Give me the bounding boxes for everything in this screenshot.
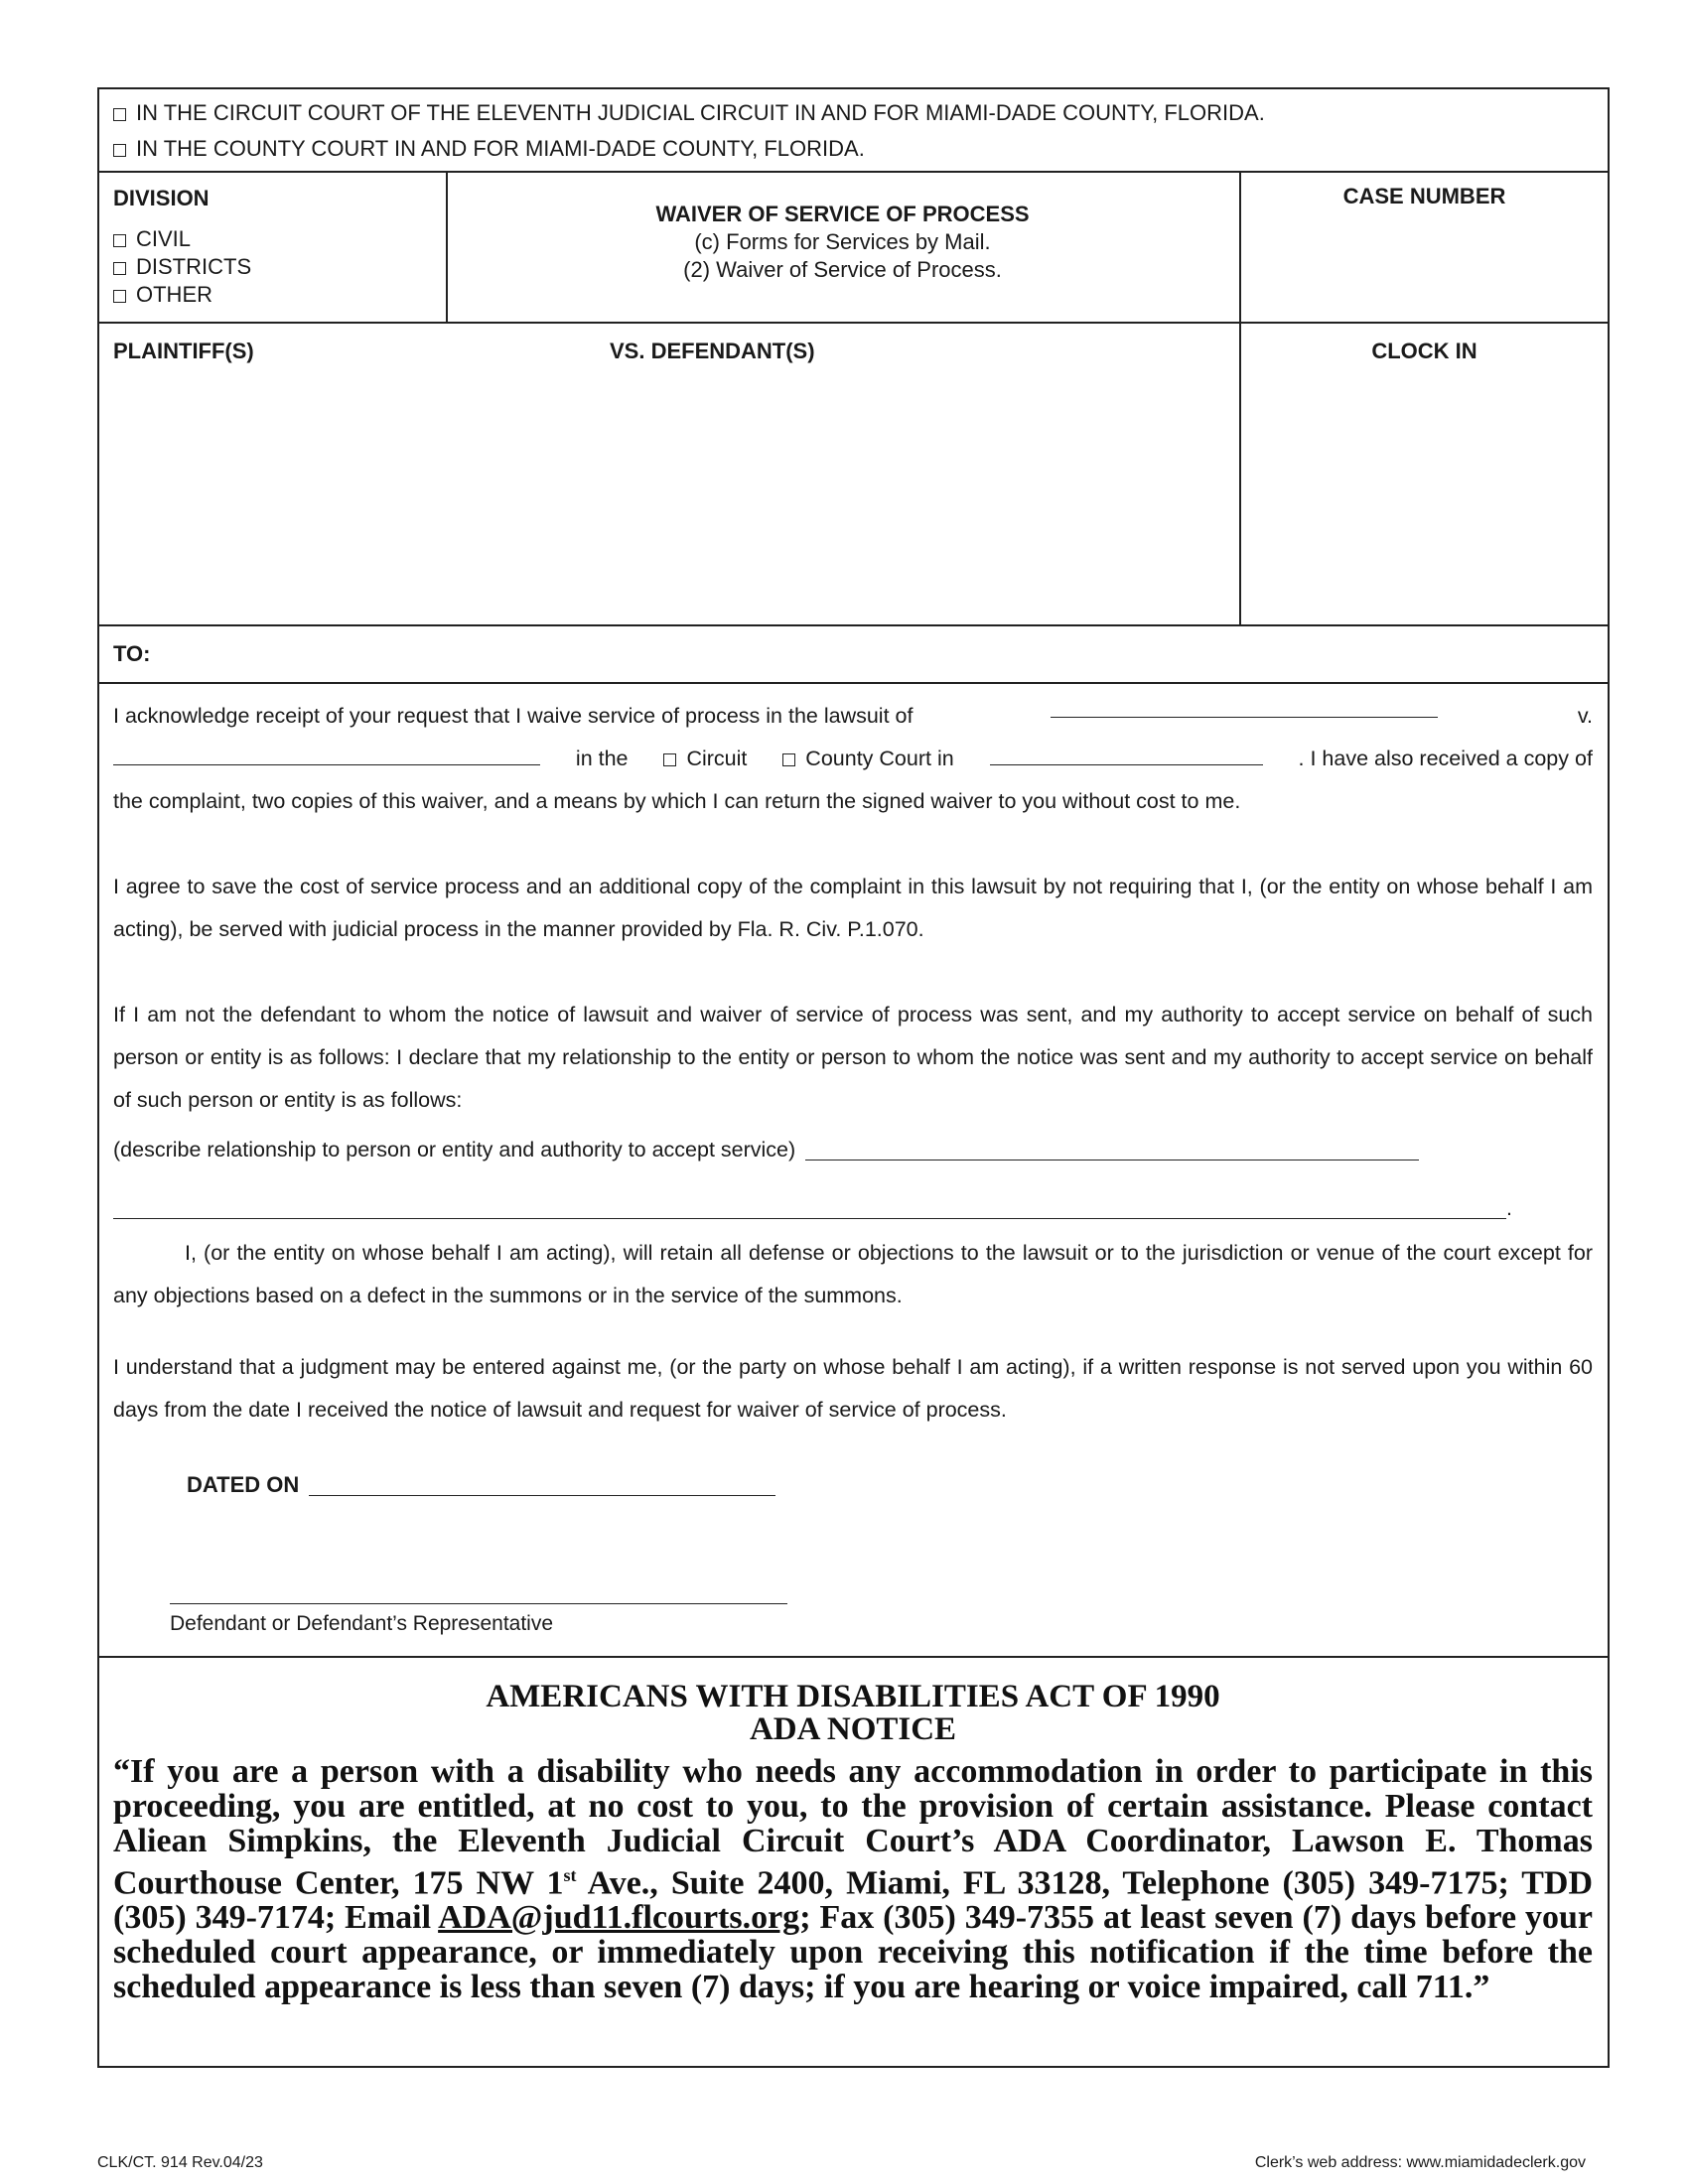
paragraph-authority: If I am not the defendant to whom the notice of lawsuit and waiver of service of process was sent, and my authority to accept service on behalf of such person or entity is as follows: I declare that my relationship to the entity or person to whom the notice was sent and my authority to accept service on behalf of such person or entity is as follows: [113, 1003, 1593, 1112]
checkbox-body-county[interactable] [782, 753, 795, 766]
relationship-blank-2[interactable] [113, 1196, 1506, 1219]
to-label: TO: [113, 641, 151, 666]
p1-circuit-label: Circuit [686, 747, 748, 770]
county-court-label: IN THE COUNTY COURT IN AND FOR MIAMI-DADE COUNTY, FLORIDA. [136, 136, 865, 161]
divider [99, 1656, 1608, 1658]
p1-text-c: the complaint, two copies of this waiver, and a means by which I can return the signed waiver to you without cost to me. [113, 789, 1241, 813]
clock-in-label: CLOCK IN [1371, 339, 1477, 363]
signer-label: Defendant or Defendant’s Representative [170, 1612, 554, 1635]
plaintiff-name-blank[interactable] [1051, 695, 1438, 718]
ada-title-2: ADA NOTICE [749, 1711, 957, 1747]
paragraph-agree: I agree to save the cost of service process and an additional copy of the complaint in this lawsuit by not requiring that I, (or the entity on whose behalf I am acting), be served with judicial process in the manner provided by Fla. R. Civ. P.1.070. [113, 875, 1593, 941]
defendant-name-blank[interactable] [113, 743, 540, 765]
p1-in-the: in the [575, 747, 629, 770]
ada-notice [113, 1681, 1593, 2004]
ada-email-link[interactable]: ADA@jud11.flcourts.org [438, 1899, 800, 1937]
checkbox-civil[interactable] [113, 234, 126, 247]
checkbox-body-circuit[interactable] [663, 753, 676, 766]
divider [99, 682, 1608, 684]
form-title-block [446, 201, 1239, 284]
p1-text-b: . I have also received a copy of [1298, 747, 1593, 770]
division-label: DIVISION [113, 186, 210, 210]
division-option-other[interactable]: OTHER [113, 281, 251, 309]
dated-on-row [187, 1472, 775, 1498]
court-option-county[interactable] [113, 136, 865, 162]
describe-period: . [1506, 1196, 1512, 1220]
signature-line[interactable] [170, 1603, 787, 1604]
clerk-web-address: Clerk’s web address: www.miamidadeclerk.gov [1254, 2154, 1586, 2171]
date-blank[interactable] [309, 1473, 775, 1496]
checkbox-county-court[interactable] [113, 144, 126, 157]
divider [99, 322, 1608, 324]
circuit-court-label: IN THE CIRCUIT COURT OF THE ELEVENTH JUDICIAL CIRCUIT IN AND FOR MIAMI-DADE COUNTY, FLORIDA. [136, 100, 1265, 125]
divider [99, 624, 1608, 626]
describe-line-2 [113, 1187, 1593, 1230]
checkbox-districts[interactable] [113, 262, 126, 275]
ada-text: “If you are a person with a disability who needs any accommodation in order to participate in this proceeding, you are entitled, at no cost to you, to the provision of certain assistance. Please contact Aliean Simpkins, the Eleventh Judicial Circuit Court’s ADA Coordinator, Lawson E. Thomas Courthouse Center, 175 NW 1st Ave., Suite 2400, Miami, FL 33128, Telephone (305) 349-7175; TDD (305) 349-7174; Email ADA@jud11.flcourts.org; Fax (305) 349-7355 at least seven (7) days before your scheduled court appearance, or immediately upon receiving this notification if the time before the scheduled appearance is less than seven (7) days; if you are hearing or voice impaired, call 711.” [113, 1753, 1594, 2006]
relationship-blank[interactable] [805, 1138, 1419, 1160]
parties-field[interactable] [113, 372, 1225, 615]
paragraph-acknowledge [113, 695, 1593, 823]
p1-versus: v. [1577, 704, 1593, 728]
defendant-label: VS. DEFENDANT(S) [610, 339, 815, 363]
describe-line [113, 1129, 1593, 1171]
form-title: WAIVER OF SERVICE OF PROCESS [655, 202, 1030, 226]
division-options [113, 225, 251, 309]
paragraph-judgment: I understand that a judgment may be entered against me, (or the party on whose behalf I am acting), if a written response is not served upon you within 60 days from the date I received the notice of lawsuit and request for waiver of service of process. [113, 1355, 1593, 1422]
form-subtitle-1: (c) Forms for Services by Mail. [694, 229, 991, 254]
county-court-location-blank[interactable] [990, 743, 1263, 765]
p1-county-label: County Court in [805, 747, 954, 770]
form-frame [97, 87, 1610, 2068]
describe-label: (describe relationship to person or entity and authority to accept service) [113, 1138, 796, 1161]
case-number-field[interactable] [1251, 218, 1599, 314]
ada-title-1: AMERICANS WITH DISABILITIES ACT OF 1990 [486, 1679, 1220, 1714]
checkbox-circuit-court[interactable] [113, 108, 126, 121]
case-number-label: CASE NUMBER [1342, 184, 1506, 208]
divider [1239, 171, 1241, 624]
checkbox-other[interactable] [113, 290, 126, 303]
plaintiff-label: PLAINTIFF(S) [113, 339, 254, 363]
court-option-circuit[interactable] [113, 100, 1265, 126]
paragraph-retain: I, (or the entity on whose behalf I am acting), will retain all defense or objections to the lawsuit or to the jurisdiction or venue of the court except for any objections based on a defect in the summons or in the service of the summons. [113, 1241, 1593, 1307]
divider [99, 171, 1608, 173]
dated-on-label: DATED ON [187, 1472, 300, 1497]
form-subtitle-2: (2) Waiver of Service of Process. [683, 257, 1002, 282]
p1-text-a: I acknowledge receipt of your request that I waive service of process in the lawsuit of [113, 704, 914, 728]
form-id: CLK/CT. 914 Rev.04/23 [97, 2154, 263, 2171]
division-option-districts[interactable]: DISTRICTS [113, 253, 251, 281]
division-option-civil[interactable]: CIVIL [113, 225, 251, 253]
